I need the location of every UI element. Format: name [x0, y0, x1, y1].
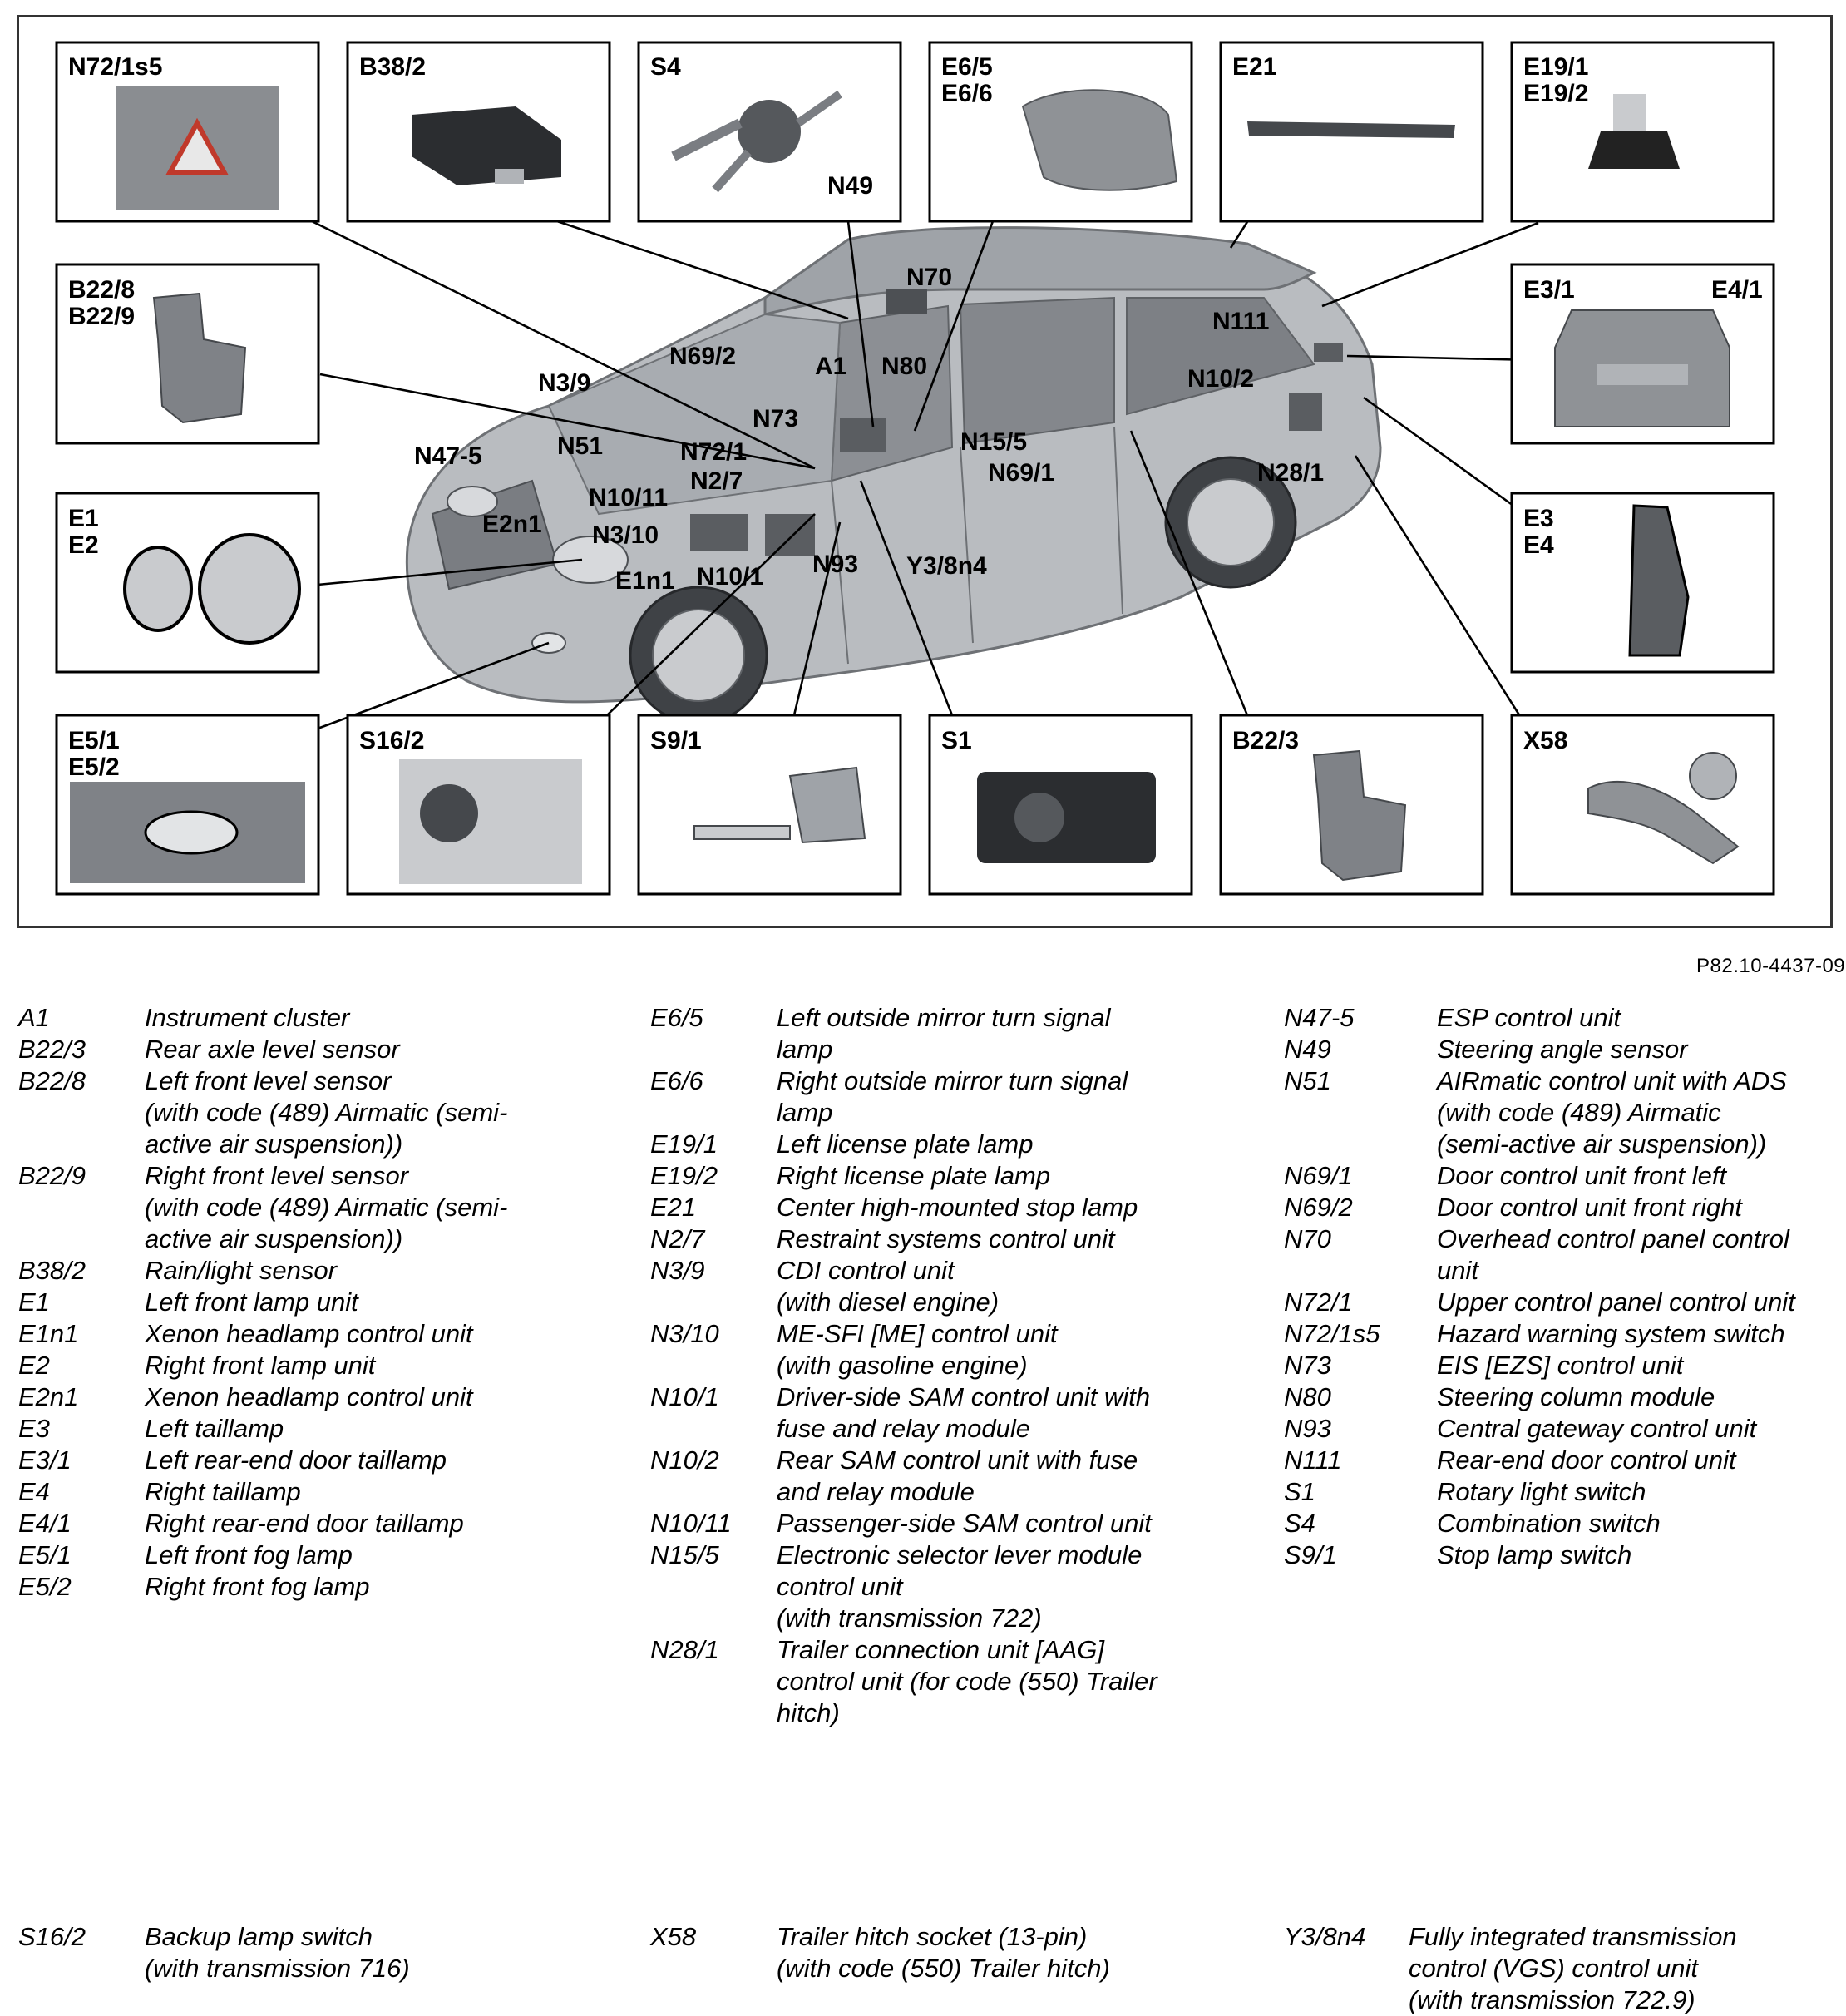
- callout-n2-7: N2/7: [690, 467, 743, 495]
- legend-column-2: [650, 1002, 1232, 1729]
- legend-row: [1284, 1223, 1846, 1287]
- box-b22-89: [57, 264, 318, 443]
- legend-row: [650, 1160, 1232, 1192]
- legend-desc: Rear SAM control unit with fuse and relay module: [777, 1445, 1138, 1506]
- legend-row: [1284, 1287, 1846, 1318]
- legend-code: E5/1: [18, 1540, 72, 1569]
- legend-code: N49: [1284, 1035, 1331, 1064]
- callout-e1n1: E1n1: [615, 567, 675, 595]
- legend-desc: CDI control unit (with diesel engine): [777, 1256, 1000, 1317]
- legend-column-1: [18, 1002, 617, 1603]
- rear-door-unit-part: [1314, 343, 1343, 362]
- legend-desc: Steering column module: [1437, 1382, 1715, 1411]
- callout-n15-5: N15/5: [960, 428, 1028, 456]
- legend-row: [1284, 1381, 1846, 1413]
- legend-code: Y3/8n4: [1284, 1922, 1366, 1951]
- legend-desc: Restraint systems control unit: [777, 1224, 1115, 1253]
- headlamp-lens-2: [200, 535, 299, 643]
- legend-desc: Driver-side SAM control unit with fuse and relay module: [777, 1382, 1151, 1443]
- callout-a1: A1: [815, 353, 847, 380]
- rear-window: [960, 298, 1114, 443]
- callout-n28-1: N28/1: [1257, 459, 1325, 487]
- box-b38-2: [348, 42, 610, 221]
- legend-desc: EIS [EZS] control unit: [1437, 1351, 1684, 1380]
- legend-row: [18, 1255, 617, 1287]
- legend-row: [18, 1160, 617, 1255]
- legend-row: [650, 1318, 1232, 1381]
- legend-code: E6/5: [650, 1003, 703, 1032]
- legend-code: N3/10: [650, 1319, 719, 1348]
- legend-desc: Stop lamp switch: [1437, 1540, 1632, 1569]
- legend-desc: Overhead control panel control unit: [1437, 1224, 1789, 1285]
- legend-desc: Right front level sensor (with code (489) Airmatic (semi- active air suspension)): [145, 1161, 508, 1253]
- legend-desc: Left license plate lamp: [777, 1129, 1034, 1159]
- legend-row: [650, 1065, 1232, 1129]
- legend-code: E5/2: [18, 1572, 72, 1601]
- legend-code: N3/9: [650, 1256, 705, 1285]
- rotary-light-switch-image: [977, 772, 1156, 863]
- legend-desc: Rotary light switch: [1437, 1477, 1646, 1506]
- box-e3-e4: [1512, 493, 1774, 672]
- legend-code: N2/7: [650, 1224, 705, 1253]
- legend-code: N47-5: [1284, 1003, 1355, 1032]
- legend-row: [18, 1476, 617, 1508]
- box-label-e3-1: E3/1: [1523, 276, 1575, 304]
- callout-n69-1: N69/1: [988, 459, 1055, 487]
- legend-code: E2: [18, 1351, 50, 1380]
- legend-code: E4: [18, 1477, 50, 1506]
- callout-n47-5: N47-5: [414, 442, 482, 470]
- box-s4: [639, 42, 901, 221]
- callout-y3-8n4: Y3/8n4: [906, 552, 987, 580]
- legend-row: [650, 1129, 1232, 1160]
- legend-code: E21: [650, 1193, 697, 1222]
- callout-n80: N80: [881, 353, 928, 380]
- legend-code: E4/1: [18, 1509, 72, 1538]
- box-s9-1: [639, 715, 901, 894]
- box-label-e1: E1: [68, 505, 99, 532]
- legend-desc: AIRmatic control unit with ADS (with code (489) Airmatic (semi-active air suspension)): [1437, 1066, 1787, 1159]
- legend-code: E1n1: [18, 1319, 79, 1348]
- box-label-e6-6: E6/6: [941, 80, 993, 107]
- legend-code: B22/3: [18, 1035, 86, 1064]
- legend-row: [18, 1413, 617, 1445]
- legend-code: N93: [1284, 1414, 1331, 1443]
- rear-sam-part: [1289, 393, 1322, 431]
- legend-code: S4: [1284, 1509, 1315, 1538]
- legend-bottom-2: [650, 1921, 1232, 1984]
- legend-row: [1284, 1508, 1846, 1539]
- box-sublabel-n49: N49: [827, 172, 874, 200]
- box-label-s4: S4: [650, 53, 681, 81]
- legend-code: N51: [1284, 1066, 1331, 1095]
- legend-row: [650, 1445, 1232, 1508]
- legend-code: E3: [18, 1414, 50, 1443]
- legend-desc: ME-SFI [ME] control unit (with gasoline engine): [777, 1319, 1058, 1380]
- box-label-e4: E4: [1523, 531, 1554, 559]
- callout-n72-1: N72/1: [680, 438, 748, 466]
- legend-code: N69/2: [1284, 1193, 1353, 1222]
- legend-row: [650, 1634, 1232, 1729]
- box-e19: [1512, 42, 1774, 221]
- box-n72-1s5: [57, 42, 318, 221]
- legend-desc: Center high-mounted stop lamp: [777, 1193, 1138, 1222]
- legend-row: [1284, 1476, 1846, 1508]
- legend-desc: ESP control unit: [1437, 1003, 1621, 1032]
- legend-desc: Instrument cluster: [145, 1003, 350, 1032]
- box-label-e4-1: E4/1: [1711, 276, 1763, 304]
- legend-row: [18, 1065, 617, 1160]
- box-label-e6-5: E6/5: [941, 53, 993, 81]
- legend-code: N10/11: [650, 1509, 732, 1538]
- legend-row: [18, 1318, 617, 1350]
- mirror-image: [1023, 90, 1177, 190]
- callout-n51: N51: [557, 432, 604, 460]
- legend-desc: Right outside mirror turn signal lamp: [777, 1066, 1128, 1127]
- legend-row: [18, 1350, 617, 1381]
- legend-code: N73: [1284, 1351, 1331, 1380]
- legend-code: N10/2: [650, 1445, 719, 1475]
- legend-code: E19/1: [650, 1129, 718, 1159]
- legend-code: B38/2: [18, 1256, 86, 1285]
- legend-desc: Rear-end door control unit: [1437, 1445, 1736, 1475]
- legend-code: E3/1: [18, 1445, 72, 1475]
- legend-desc: Fully integrated transmission control (VGS) control unit (with transmission 722.9): [1409, 1922, 1737, 2014]
- legend-desc: Backup lamp switch (with transmission 716): [145, 1922, 410, 1983]
- legend-desc: Door control unit front right: [1437, 1193, 1743, 1222]
- legend-code: B22/9: [18, 1161, 86, 1190]
- legend-row: [650, 1381, 1232, 1445]
- legend-code: E2n1: [18, 1382, 79, 1411]
- legend-code: X58: [650, 1922, 697, 1951]
- legend-code: A1: [18, 1003, 50, 1032]
- legend-code: N72/1: [1284, 1287, 1353, 1317]
- legend-row: [18, 1002, 617, 1034]
- legend-desc: Xenon headlamp control unit: [145, 1382, 473, 1411]
- overhead-panel-part: [886, 289, 927, 314]
- headlamp-lens-1: [125, 547, 191, 630]
- license-lamp-connector: [1613, 94, 1646, 131]
- stop-lamp-switch-image: [790, 768, 865, 842]
- legend-desc: Left taillamp: [145, 1414, 284, 1443]
- callout-n69-2: N69/2: [669, 343, 737, 370]
- legend-bottom-1: [18, 1921, 617, 1984]
- legend-code: E6/6: [650, 1066, 703, 1095]
- legend-row: [18, 1508, 617, 1539]
- legend-desc: Trailer hitch socket (13-pin) (with code (550) Trailer hitch): [777, 1922, 1110, 1983]
- legend-desc: Hazard warning system switch: [1437, 1319, 1785, 1348]
- engine-control-part: [690, 514, 748, 551]
- box-label-b22-9: B22/9: [68, 303, 136, 330]
- box-e3-e4-1: [1512, 264, 1774, 443]
- legend-desc: Rain/light sensor: [145, 1256, 337, 1285]
- legend-desc: Left rear-end door taillamp: [145, 1445, 447, 1475]
- legend-desc: Upper control panel control unit: [1437, 1287, 1795, 1317]
- callout-n10-11: N10/11: [589, 484, 669, 511]
- legend-row: [650, 1192, 1232, 1223]
- legend-row: [650, 1255, 1232, 1318]
- legend-row: [1284, 1160, 1846, 1192]
- box-label-b22-8: B22/8: [68, 276, 136, 304]
- box-label-e21: E21: [1232, 53, 1277, 81]
- legend-row: [650, 1539, 1232, 1634]
- box-e5: [57, 715, 318, 894]
- box-label-n72-1s5: N72/1s5: [68, 53, 163, 81]
- legend-code: N70: [1284, 1224, 1331, 1253]
- box-label-s16-2: S16/2: [359, 727, 425, 754]
- box-label-e5-1: E5/1: [68, 727, 120, 754]
- legend-desc: Combination switch: [1437, 1509, 1661, 1538]
- box-label-e19-1: E19/1: [1523, 53, 1589, 81]
- box-s16-2: [348, 715, 610, 894]
- connector-image: [495, 169, 524, 184]
- legend-desc: Right license plate lamp: [777, 1161, 1051, 1190]
- legend-desc: Central gateway control unit: [1437, 1414, 1757, 1443]
- legend-desc: Electronic selector lever module control unit (with transmission 722): [777, 1540, 1143, 1633]
- legend-code: N10/1: [650, 1382, 719, 1411]
- callout-n93: N93: [812, 551, 859, 578]
- box-x58: [1512, 715, 1774, 894]
- legend-row: [650, 1223, 1232, 1255]
- legend-desc: Right rear-end door taillamp: [145, 1509, 464, 1538]
- box-e21: [1221, 42, 1483, 221]
- box-label-e2: E2: [68, 531, 99, 559]
- legend-row: [1284, 1350, 1846, 1381]
- legend-row: [18, 1034, 617, 1065]
- callout-e2n1: E2n1: [482, 511, 542, 538]
- legend-row: [18, 1571, 617, 1603]
- legend-desc: Left front fog lamp: [145, 1540, 353, 1569]
- legend-row: [1284, 1318, 1846, 1350]
- instrument-cluster-part: [840, 418, 886, 452]
- legend-row: [18, 1287, 617, 1318]
- callout-n10-2: N10/2: [1187, 365, 1255, 393]
- box-label-s9-1: S9/1: [650, 727, 702, 754]
- legend-row: [1284, 1413, 1846, 1445]
- legend-row: [1284, 1002, 1846, 1034]
- legend-desc: Passenger-side SAM control unit: [777, 1509, 1152, 1538]
- legend-code: N69/1: [1284, 1161, 1353, 1190]
- callout-n111: N111: [1212, 308, 1270, 335]
- front-rim: [653, 610, 744, 701]
- legend-row: [650, 1002, 1232, 1065]
- component-location-diagram: [17, 15, 1833, 928]
- legend-code: S16/2: [18, 1922, 86, 1951]
- box-label-b22-3: B22/3: [1232, 727, 1300, 754]
- legend-row: [1284, 1192, 1846, 1223]
- box-b22-3: [1221, 715, 1483, 894]
- box-e6: [930, 42, 1192, 221]
- box-label-b38-2: B38/2: [359, 53, 427, 81]
- rear-rim: [1187, 479, 1274, 566]
- legend-code: N15/5: [650, 1540, 719, 1569]
- box-label-e19-2: E19/2: [1523, 80, 1589, 107]
- legend-row: [18, 1445, 617, 1476]
- legend-row: [1284, 1539, 1846, 1571]
- license-lamp-image: [1588, 131, 1680, 169]
- callout-n70: N70: [906, 264, 953, 291]
- legend-code: S1: [1284, 1477, 1315, 1506]
- legend-desc: Right taillamp: [145, 1477, 301, 1506]
- legend-desc: Left outside mirror turn signal lamp: [777, 1003, 1111, 1064]
- legend-code: B22/8: [18, 1066, 86, 1095]
- legend-row: [1284, 1065, 1846, 1160]
- legend-desc: Right front fog lamp: [145, 1572, 370, 1601]
- legend-desc: Steering angle sensor: [1437, 1035, 1688, 1064]
- legend-code: N111: [1284, 1445, 1342, 1475]
- callout-n3-10: N3/10: [592, 521, 659, 549]
- box-label-x58: X58: [1523, 727, 1568, 754]
- callout-n10-1: N10/1: [697, 563, 764, 590]
- legend-code: E19/2: [650, 1161, 718, 1190]
- legend-row: [18, 1381, 617, 1413]
- legend-code: E1: [18, 1287, 50, 1317]
- legend-desc: Right front lamp unit: [145, 1351, 376, 1380]
- callout-n73: N73: [753, 405, 799, 432]
- callout-n3-9: N3/9: [538, 369, 591, 397]
- legend-column-3: [1284, 1002, 1846, 1571]
- legend-desc: Rear axle level sensor: [145, 1035, 400, 1064]
- legend-row: [650, 1508, 1232, 1539]
- legend-row: [18, 1539, 617, 1571]
- legend-desc: Trailer connection unit [AAG] control unit (for code (550) Trailer hitch): [777, 1635, 1157, 1727]
- legend-row: [1284, 1445, 1846, 1476]
- legend-desc: Door control unit front left: [1437, 1161, 1727, 1190]
- box-label-e3: E3: [1523, 505, 1554, 532]
- legend-row: [1284, 1034, 1846, 1065]
- legend-code: N72/1s5: [1284, 1319, 1380, 1348]
- box-label-s1: S1: [941, 727, 972, 754]
- legend-code: S9/1: [1284, 1540, 1337, 1569]
- legend-bottom-3: [1284, 1921, 1846, 2016]
- legend-code: N80: [1284, 1382, 1331, 1411]
- figure-reference: P82.10-4437-09: [1696, 955, 1846, 977]
- rear-door-plate: [1597, 364, 1688, 385]
- legend-code: N28/1: [650, 1635, 719, 1664]
- legend-desc: Left front level sensor (with code (489) Airmatic (semi- active air suspension)): [145, 1066, 508, 1159]
- box-label-e5-2: E5/2: [68, 754, 120, 781]
- box-e1-e2: [57, 493, 318, 672]
- car-illustration: [407, 228, 1380, 724]
- box-s1: [930, 715, 1192, 894]
- legend-desc: Left front lamp unit: [145, 1287, 358, 1317]
- legend-desc: Xenon headlamp control unit: [145, 1319, 473, 1348]
